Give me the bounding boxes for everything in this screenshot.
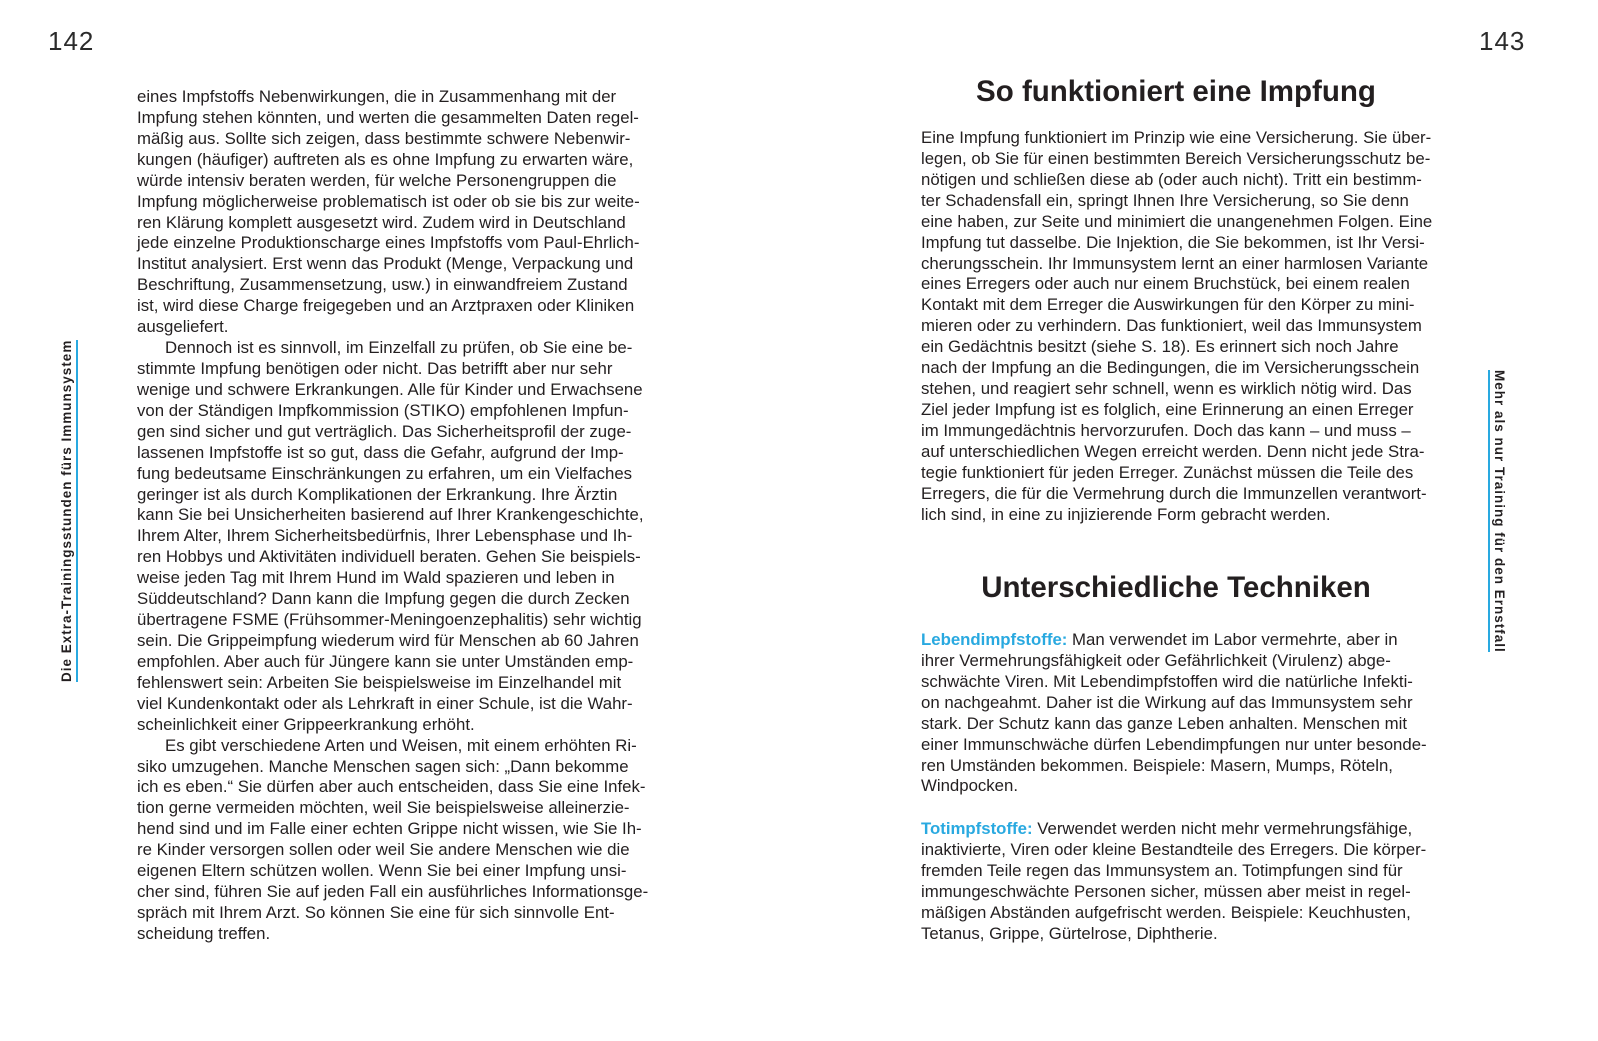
- text-line: einer Immunschwäche dürfen Lebendimpfungen nur unter besonde-: [921, 734, 1427, 754]
- definition-term: Totimpfstoffe:: [921, 819, 1033, 838]
- text-line: on nachgeahmt. Daher ist die Wirkung auf das Immunsystem sehr: [921, 692, 1413, 712]
- text-line: stimmte Impfung benötigen oder nicht. Das betrifft aber nur sehr: [137, 358, 613, 378]
- page-number-left: 142: [48, 26, 95, 56]
- text-line: Ziel jeder Impfung ist es folglich, eine Erinnerung an einen Erreger: [921, 399, 1414, 419]
- text-span: Verwendet werden nicht mehr vermehrungsfähige,: [1037, 819, 1413, 838]
- text-line: [921, 819, 1431, 840]
- text-line: hend sind und im Falle einer echten Grippe nicht wissen, wie Sie Ih-: [137, 819, 642, 839]
- text-line: eine haben, zur Seite und minimiert die unangenehmen Folgen. Eine: [921, 211, 1433, 231]
- text-line: mäßig aus. Sollte sich zeigen, dass bestimmte schwere Nebenwir-: [137, 128, 631, 148]
- text-line: Tetanus, Grippe, Gürtelrose, Diphtherie.: [921, 923, 1218, 943]
- text-line: würde intensiv beraten werden, für welche Personengruppen die: [137, 170, 617, 190]
- text-line: stehen, und reagiert sehr schnell, wenn es wirklich nötig wird. Das: [921, 379, 1412, 399]
- text-line: cher sind, führen Sie auf jeden Fall ein ausführliches Informationsge-: [137, 882, 649, 902]
- paragraph: [137, 736, 652, 945]
- text-line: Ihrem Alter, Ihrem Sicherheitsbedürfnis, Ihrer Lebensphase und Ih-: [137, 526, 633, 546]
- text-line: scheidung treffen.: [137, 923, 271, 943]
- definition-item: [921, 819, 1431, 945]
- text-line: legen, ob Sie für einen bestimmten Bereich Versicherungsschutz be-: [921, 148, 1431, 168]
- text-line: ren Hobbys und Aktivitäten individuell beraten. Gehen Sie beispiels-: [137, 547, 641, 567]
- text-line: ausgeliefert.: [137, 317, 229, 337]
- paragraph: [921, 128, 1431, 526]
- text-line: lassenen Impfstoffe ist so gut, dass die Gefahr, aufgrund der Imp-: [137, 442, 624, 462]
- text-line: ter Schadensfall ein, springt Ihnen Ihre Versicherung, so Sie denn: [921, 190, 1409, 210]
- text-line: weise jeden Tag mit Ihrem Hund im Wald spazieren und leben in: [137, 568, 615, 588]
- text-line: tegie funktioniert für jeden Erreger. Zunächst müssen die Teile des: [921, 462, 1414, 482]
- text-line: wenige und schwere Erkrankungen. Alle für Kinder und Erwachsene: [137, 379, 643, 399]
- text-line: mieren oder zu verhindern. Das funktioniert, weil das Immunsystem: [921, 316, 1422, 336]
- text-line: eigenen Eltern schützen wollen. Wenn Sie bei einer Impfung unsi-: [137, 861, 627, 881]
- text-line: siko umzugehen. Manche Menschen sagen sich: „Dann bekomme: [137, 756, 629, 776]
- text-line: ist, wird diese Charge freigegeben und an Arztpraxen oder Kliniken: [137, 296, 635, 316]
- text-line: schwächte Viren. Mit Lebendimpfstoffen wird die natürliche Infekti-: [921, 671, 1413, 691]
- text-line: eines Erregers oder auch nur einem Bruchstück, bei einem realen: [921, 274, 1410, 294]
- text-line: cherungsschein. Ihr Immunsystem lernt an einer harmlosen Variante: [921, 253, 1429, 273]
- text-line: lich sind, in eine zu injizierende Form gebracht werden.: [921, 504, 1331, 524]
- text-line: [921, 630, 1431, 651]
- text-line: Erregers, die für die Vermehrung durch die Immunzellen verantwort-: [921, 483, 1427, 503]
- text-line: nötigen und schließen diese ab (oder auch nicht). Tritt ein bestimm-: [921, 169, 1422, 189]
- text-line: Es gibt verschiedene Arten und Weisen, mit einem erhöhten Ri-: [165, 735, 637, 755]
- text-line: ich es eben.“ Sie dürfen aber auch entscheiden, dass Sie eine Infek-: [137, 777, 646, 797]
- text-line: re Kinder versorgen sollen oder weil Sie andere Menschen wie die: [137, 840, 630, 860]
- text-line: Süddeutschland? Dann kann die Impfung gegen die durch Zecken: [137, 589, 630, 609]
- definition-term: Lebendimpfstoffe:: [921, 630, 1068, 649]
- text-line: spräch mit Ihrem Arzt. So können Sie eine für sich sinnvolle Ent-: [137, 902, 615, 922]
- text-line: empfohlen. Aber auch für Jüngere kann sie unter Umständen emp-: [137, 651, 634, 671]
- text-line: eines Impfstoffs Nebenwirkungen, die in Zusammenhang mit der: [137, 87, 617, 106]
- paragraph: [137, 338, 652, 736]
- text-line: ein Gedächtnis besitzt (siehe S. 18). Es erinnert sich noch Jahre: [921, 337, 1399, 357]
- text-line: im Immungedächtnis hervorzurufen. Doch das kann – und muss –: [921, 420, 1411, 440]
- text-line: viel Kundenkontakt oder als Lehrkraft in einer Schule, ist die Wahr-: [137, 693, 633, 713]
- section-heading: Unterschiedliche Techniken: [981, 571, 1371, 604]
- text-line: ihrer Vermehrungsfähigkeit oder Gefährlichkeit (Virulenz) abge-: [921, 650, 1391, 670]
- text-line: Kontakt mit dem Erreger die Auswirkungen für den Körper zu mini-: [921, 295, 1415, 315]
- text-line: stark. Der Schutz kann das ganze Leben anhalten. Menschen mit: [921, 713, 1408, 733]
- text-line: inaktivierte, Viren oder kleine Bestandteile des Erregers. Die körper-: [921, 839, 1427, 859]
- text-span: Man verwendet im Labor vermehrte, aber in: [1072, 630, 1398, 649]
- text-line: fung bedeutsame Einschränkungen zu erfahren, um ein Vielfaches: [137, 463, 633, 483]
- text-line: auf unterschiedlichen Wegen erreicht werden. Denn nicht jede Stra-: [921, 441, 1425, 461]
- paragraph: [137, 87, 652, 338]
- text-line: mäßigen Abständen aufgefrischt werden. Beispiele: Keuchhusten,: [921, 902, 1411, 922]
- text-line: scheinlichkeit einer Grippeerkrankung erhöht.: [137, 714, 475, 734]
- section-heading: So funktioniert eine Impfung: [976, 75, 1376, 108]
- text-line: tion gerne vermeiden möchten, weil Sie beispielsweise alleinerzie-: [137, 798, 630, 818]
- text-line: geringer ist als durch Komplikationen der Erkrankung. Ihre Ärztin: [137, 484, 618, 504]
- text-line: kann Sie bei Unsicherheiten basierend auf Ihrer Krankengeschichte,: [137, 505, 644, 525]
- text-line: fehlenswert sein: Arbeiten Sie beispielsweise im Einzelhandel mit: [137, 672, 622, 692]
- text-line: Impfung stehen könnten, und werten die gesammelten Daten regel-: [137, 107, 639, 127]
- running-head-left: Die Extra-Trainingsstunden fürs Immunsystem: [59, 340, 78, 682]
- text-line: Eine Impfung funktioniert im Prinzip wie eine Versicherung. Sie über-: [921, 128, 1432, 147]
- text-line: Impfung möglicherweise problematisch ist oder ob sie bis zur weite-: [137, 191, 640, 211]
- text-line: Windpocken.: [921, 776, 1019, 796]
- text-line: Beschriftung, Zusammensetzung, usw.) in einwandfreiem Zustand: [137, 275, 628, 295]
- text-line: nach der Impfung an die Bedingungen, die im Versicherungsschein: [921, 358, 1420, 378]
- text-line: fremden Teile regen das Immunsystem an. Totimpfungen sind für: [921, 860, 1403, 880]
- text-line: ren Umständen bekommen. Beispiele: Masern, Mumps, Röteln,: [921, 755, 1393, 775]
- page-number-right: 143: [1479, 26, 1526, 56]
- text-line: Dennoch ist es sinnvoll, im Einzelfall zu prüfen, ob Sie eine be-: [165, 338, 633, 358]
- text-line: jede einzelne Produktionscharge eines Impfstoffs vom Paul-Ehrlich-: [137, 233, 640, 253]
- text-line: ren Klärung komplett ausgesetzt wird. Zudem wird in Deutschland: [137, 212, 626, 232]
- text-line: kungen (häufiger) auftreten als es ohne Impfung zu erwarten wäre,: [137, 149, 634, 169]
- text-line: Impfung tut dasselbe. Die Injektion, die Sie bekommen, ist Ihr Versi-: [921, 232, 1425, 252]
- text-line: immungeschwächte Personen sicher, müssen aber meist in regel-: [921, 881, 1411, 901]
- text-line: sein. Die Grippeimpfung wiederum wird für Menschen ab 60 Jahren: [137, 630, 639, 650]
- text-line: von der Ständigen Impfkommission (STIKO) empfohlenen Impfun-: [137, 400, 629, 420]
- text-line: Institut analysiert. Erst wenn das Produkt (Menge, Verpackung und: [137, 254, 634, 274]
- running-head-right: Mehr als nur Training für den Ernstfall: [1488, 370, 1507, 652]
- definition-item: [921, 630, 1431, 797]
- text-line: gen sind sicher und gut verträglich. Das Sicherheitsprofil der zuge-: [137, 421, 632, 441]
- text-line: übertragene FSME (Frühsommer-Meningoenzephalitis) sehr wichtig: [137, 610, 642, 630]
- left-page-body: [137, 87, 652, 945]
